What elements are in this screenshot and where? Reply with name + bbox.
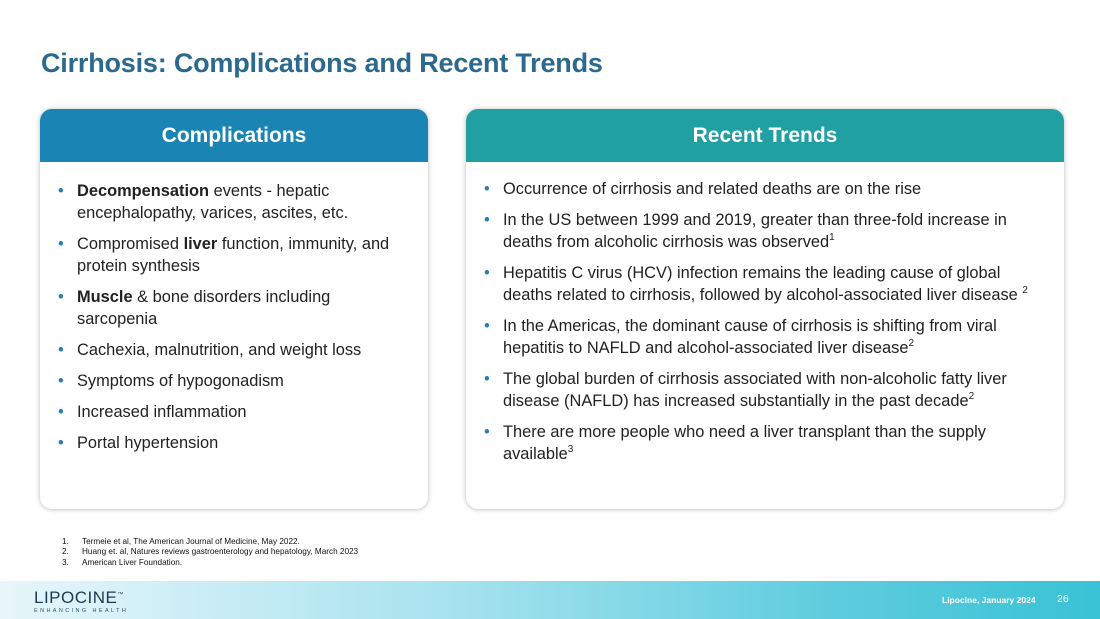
list-item	[484, 368, 1052, 412]
complications-header: Complications	[40, 109, 428, 162]
logo-tagline: ENHANCING HEALTH	[34, 608, 129, 614]
item-text: events - hepatic encephalopathy, varices, ascites, etc.	[77, 182, 349, 222]
item-text: The global burden of cirrhosis associated with non-alcoholic fatty liver disease (NAFLD) has increased substantially in the past decade	[503, 370, 1007, 410]
citation-superscript: 2	[1022, 284, 1028, 296]
list-item	[484, 421, 1052, 465]
reference-text: Termeie et al, The American Journal of Medicine, May 2022.	[82, 537, 300, 546]
trends-list	[466, 162, 1064, 465]
item-text: Compromised	[77, 235, 184, 253]
page-title: Cirrhosis: Complications and Recent Trends	[41, 48, 603, 78]
list-item	[58, 180, 414, 224]
item-text: Increased inflammation	[77, 403, 247, 421]
footer-bar	[0, 581, 1100, 619]
item-text: Symptoms of hypogonadism	[77, 372, 284, 390]
bold-text: Decompensation	[77, 182, 210, 200]
complications-card	[40, 109, 428, 509]
trends-header: Recent Trends	[466, 109, 1064, 162]
item-text: & bone disorders including sarcopenia	[77, 288, 331, 328]
list-item	[484, 315, 1052, 359]
citation-superscript: 2	[908, 337, 914, 349]
item-text: Hepatitis C virus (HCV) infection remains the leading cause of global deaths related to cirrhosis, followed by alcohol-associated liver disease	[503, 264, 1023, 304]
complications-list	[40, 162, 428, 454]
bold-text: liver	[183, 235, 218, 253]
reference-item	[62, 537, 358, 547]
reference-number: 3.	[62, 557, 69, 567]
trends-card	[466, 109, 1064, 509]
footer-date: Lipocine, January 2024	[942, 595, 1036, 605]
list-item	[58, 233, 414, 277]
item-text: There are more people who need a liver transplant than the supply available	[503, 423, 986, 463]
logo-wordmark: LIPOCINE	[34, 588, 118, 607]
list-item	[484, 262, 1052, 306]
list-item	[484, 209, 1052, 253]
item-text: In the Americas, the dominant cause of cirrhosis is shifting from viral hepatitis to NAFLD and alcohol-associated liver disease	[503, 317, 997, 357]
reference-item	[62, 547, 358, 557]
item-text: function, immunity, and protein synthesis	[77, 235, 390, 275]
bold-text: Muscle	[77, 288, 133, 306]
lipocine-logo	[34, 589, 128, 615]
item-text: In the US between 1999 and 2019, greater than three-fold increase in deaths from alcoholic cirrhosis was observed	[503, 211, 1007, 251]
reference-number: 2.	[62, 547, 69, 557]
list-item	[484, 178, 1052, 200]
reference-item	[62, 558, 358, 568]
citation-superscript: 3	[567, 443, 574, 455]
list-item	[58, 432, 414, 454]
item-text: Occurrence of cirrhosis and related deaths are on the rise	[503, 180, 922, 198]
references-list	[62, 537, 358, 568]
list-item	[58, 339, 414, 361]
list-item	[58, 370, 414, 392]
reference-number: 1.	[62, 537, 69, 546]
list-item	[58, 401, 414, 423]
item-text: Cachexia, malnutrition, and weight loss	[77, 341, 362, 359]
page-number: 26	[1057, 593, 1069, 605]
item-text: Portal hypertension	[77, 434, 219, 452]
reference-text: American Liver Foundation.	[82, 557, 183, 567]
trademark-symbol: ™	[117, 592, 124, 599]
citation-superscript: 1	[829, 231, 835, 243]
reference-text: Huang et. al, Natures reviews gastroenterology and hepatology, March 2023	[82, 547, 359, 557]
citation-superscript: 2	[968, 390, 975, 402]
list-item	[58, 286, 414, 330]
